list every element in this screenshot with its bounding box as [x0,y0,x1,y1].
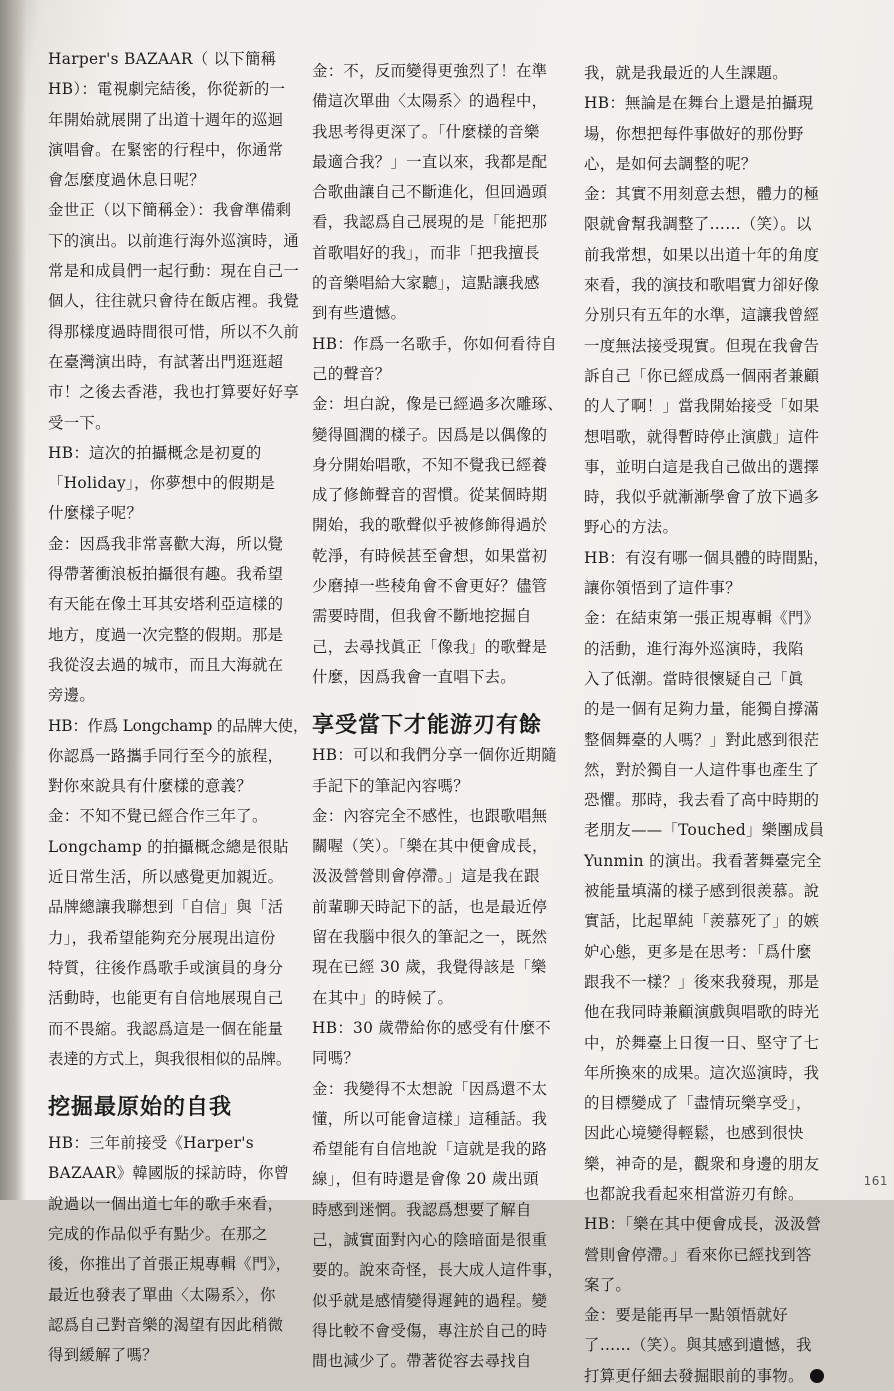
column-2 [312,56,564,1376]
text-line: 的目標變成了「盡情玩樂享受」， [584,1094,812,1113]
text-line: 常是和成員們一起行動：現在自己一 [48,262,300,281]
text-line: Longchamp 的拍攝概念總是很貼 [48,837,289,856]
text-line: 心，是如何去調整的呢？ [584,154,757,173]
text-line: 成了修飾聲音的習慣。從某個時期 [312,486,548,505]
text-line: 一度無法接受現實。但現在我會告 [584,336,820,355]
text-line: 年所換來的成果。這次巡演時，我 [584,1063,820,1082]
text-line: 案了。 [584,1275,632,1294]
text-line: 在其中」的時候了。 [312,988,454,1007]
text-line: 最近也發表了單曲〈太陽系〉，你 [48,1285,276,1304]
col3-question-1 [584,88,836,179]
text-line: 跟我不一樣？」後來我發現，那是 [584,972,820,991]
text-line: 營則會停滯。」看來你已經找到答 [584,1245,812,1264]
text-line: 受一下。 [48,413,111,432]
col3-answer-continued [584,58,836,88]
text-line: 什麼，因爲我會一直唱下去。 [312,667,516,686]
text-line: 什麼樣子呢？ [48,504,143,523]
text-line: 來看，我的演技和歌唱實力卻好像 [584,276,820,295]
col1-question-2 [48,438,280,529]
section-heading: 享受當下才能游刃有餘 [312,712,543,739]
text-line: HB）：電視劇完結後，你從新的一 [48,80,286,99]
text-line: 變得圓潤的樣子。因爲是以偶像的 [312,425,548,444]
col3-answer-3 [584,1300,836,1391]
text-line: 金：不知不覺已經合作三年了。 [48,807,268,826]
text-line: HB：30 歲帶給你的感受有什麼不 [312,1018,551,1037]
text-line: 金：因爲我非常喜歡大海，所以覺 [48,534,284,553]
text-line: 金：其實不用刻意去想，體力的極 [584,185,820,204]
text-line: 金：不，反而變得更強烈了！在準 [312,62,548,80]
text-line: 認爲自己對音樂的渴望有因此稍微 [48,1315,284,1334]
page-number: 161 [863,1174,888,1188]
text-line: 分別只有五年的水準，這讓我曾經 [584,306,820,325]
text-line-last [584,1361,836,1391]
text-line: 金世正（以下簡稱金）：我會準備剩 [48,201,292,220]
text-line: HB：有沒有哪一個具體的時間點， [584,548,830,567]
text-line: 會怎麼度過休息日呢？ [48,171,205,190]
text-line: 我從沒去過的城市，而且大海就在 [48,655,284,674]
text-line: 首歌唱好的我」，而非「把我擅長 [312,243,540,262]
text-line: 金：我變得不太想說「因爲還不太 [312,1079,548,1098]
text-line: 也都說我看起來相當游刃有餘。 [584,1184,804,1203]
text-line: 前我常想，如果以出道十年的角度 [584,245,820,264]
text-line: 的人了啊！」當我開始接受「如果 [584,397,820,416]
col1-question-4 [48,1128,292,1370]
text-line: 表達的方式上，與我很相似的品牌。 [48,1049,292,1068]
text-line: 汲汲營營則會停滯。」這是我在跟 [312,867,540,886]
text-line: 他在我同時兼顧演戲與唱歌的時光 [584,1003,820,1022]
text-line: 手記下的筆記內容嗎？ [312,776,469,795]
text-line: 完成的作品似乎有點少。在那之 [48,1224,268,1243]
col2-answer-2 [312,389,564,692]
text-line: 懂，所以可能會這樣」這種話。我 [312,1109,548,1128]
text-line: 地方，度過一次完整的假期。那是 [48,625,284,644]
text-line: 下的演出。以前進行海外巡演時，通 [48,231,300,250]
col1-answer-1 [48,195,300,437]
book-spine-shadow [0,0,26,1200]
text-line: 看，我認爲自己展現的是「能把那 [312,213,548,232]
col1-question-3 [48,711,309,802]
text-line: 關喔（笑）。「樂在其中便會成長， [312,837,548,856]
end-mark-icon [810,1369,824,1383]
text-line: 間也減少了。帶著從容去尋找自 [312,1352,532,1371]
text-line: HB：無論是在舞台上還是拍攝現 [584,94,814,113]
col3-question-2 [584,543,836,604]
text-line: 讓你領悟到了這件事？ [584,579,741,598]
column-1 [48,44,309,1370]
text-line: 金：要是能再早一點領悟就好 [584,1306,788,1325]
text-line: 的活動，進行海外巡演時，我陷 [584,639,804,658]
text-line: 恐懼。那時，我去看了高中時期的 [584,791,820,810]
text-line: 在臺灣演出時，有試著出門逛逛超 [48,352,284,371]
text-line: 要的。說來奇怪，長大成人這件事， [312,1261,564,1280]
text-line: 中，於舞臺上日復一日、堅守了七 [584,1033,820,1052]
text-line: 到有些遺憾。 [312,304,407,323]
text-line: 旁邊。 [48,686,96,705]
text-line: 限就會幫我調整了……（笑）。以 [584,215,812,234]
col3-question-3 [584,1209,836,1300]
text-line: BAZAAR》韓國版的採訪時，你曾 [48,1164,290,1183]
text-line: 你認爲一路攜手同行至今的旅程， [48,746,284,765]
text-line: 品牌總讓我聯想到「自信」與「活 [48,898,284,917]
text-line: HB：「樂在其中便會成長，汲汲營 [584,1215,822,1234]
text-line: 得那樣度過時間很可惜，所以不久前 [48,322,300,341]
column-3 [584,58,836,1391]
text-line: 最適合我？」一直以來，我都是配 [312,152,548,171]
text-line: 野心的方法。 [584,518,679,537]
text-line: 線」，但有時還是會像 20 歲出頭 [312,1170,539,1189]
text-line: 同嗎？ [312,1049,360,1068]
text-line: 合歌曲讓自己不斷進化，但回過頭 [312,183,548,202]
col1-answer-3 [48,801,292,1074]
text-line: 己，去尋找眞正「像我」的歌聲是 [312,637,548,656]
text-line: 的是一個有足夠力量，能獨自撐滿 [584,700,820,719]
text-line: 留在我腦中很久的筆記之一，既然 [312,928,548,947]
text-line: HB：作爲一名歌手，你如何看待自 [312,334,558,353]
col1-question-1 [48,44,286,195]
text-line: 似乎就是感情變得遲鈍的過程。變 [312,1291,548,1310]
text-line: 時，我似乎就漸漸學會了放下過多 [584,488,820,507]
col2-answer-4 [312,1074,564,1377]
text-line: 個人，往往就只會待在飯店裡。我覺 [48,292,300,311]
text-line: 然，對於獨自一人這件事也產生了 [584,760,820,779]
text-line: HB：作爲 Longchamp 的品牌大使， [48,716,309,735]
text-line: 希望能有自信地說「這就是我的路 [312,1140,548,1159]
text-line: 身分開始唱歌，不知不覺我已經養 [312,455,548,474]
text-line: 妒心態，更多是在思考：「爲什麼 [584,942,812,961]
col2-answer-1 [312,56,560,329]
text-line: 實話，比起單純「羨慕死了」的嫉 [584,912,820,931]
col2-answer-3 [312,801,560,1013]
text-line: 被能量填滿的樣子感到很羨慕。說 [584,882,820,901]
text-line: HB：可以和我們分享一個你近期隨 [312,746,558,765]
text-line: 老朋友——「Touched」樂團成員 [584,821,825,840]
text-line: 因此心境變得輕鬆，也感到很快 [584,1124,804,1143]
col3-answer-2 [584,603,836,1209]
col2-question-2 [312,740,560,801]
text-line: 力」，我希望能夠充分展現出這份 [48,928,276,947]
text-line: 的音樂唱給大家聽」，這點讓我感 [312,274,540,293]
text-line: 近日常生活，所以感覺更加親近。 [48,868,284,887]
text-line: 我，就是我最近的人生課題。 [584,64,788,82]
text-line: Harper's BAZAAR（ 以下簡稱 [48,50,277,68]
text-line: 活動時，也能更有自信地展現自己 [48,989,284,1008]
text-line: 場，你想把每件事做好的那份野 [584,124,804,143]
text-line: 得到緩解了嗎？ [48,1346,158,1365]
text-line: 了……（笑）。與其感到遺憾，我 [584,1336,812,1355]
text-line: 現在已經 30 歲，我覺得該是「樂 [312,958,547,977]
text-line: HB：三年前接受《Harper's [48,1134,254,1153]
col1-answer-2 [48,529,284,711]
text-line: 整個舞臺的人嗎？」對此感到很茫 [584,730,820,749]
text-line: 特質，往後作爲歌手或演員的身分 [48,958,284,977]
text-line: 訴自己「你已經成爲一個兩者兼顧 [584,366,820,385]
text-line: 金：在結束第一張正規專輯《門》 [584,609,820,628]
text-line: 開始，我的歌聲似乎被修飾得過於 [312,516,548,535]
text-line: 我思考得更深了。「什麼樣的音樂 [312,122,540,141]
text-line: 金：坦白說，像是已經過多次雕琢、 [312,395,564,414]
text-line: 說過以一個出道七年的歌手來看， [48,1194,284,1213]
text-line: 而不畏縮。我認爲這是一個在能量 [48,1019,284,1038]
text-line: 得帶著衝浪板拍攝很有趣。我希望 [48,565,284,584]
text-line: 「Holiday」，你夢想中的假期是 [48,474,276,493]
text-line: 對你來說具有什麼樣的意義？ [48,777,252,796]
col2-question-1 [312,329,560,390]
text-line: 市！之後去香港，我也打算要好好享 [48,383,300,402]
text-line: 得比較不會受傷，專注於自己的時 [312,1321,548,1340]
text-line: 樂，神奇的是，觀衆和身邊的朋友 [584,1154,820,1173]
text-line: 打算更仔細去發掘眼前的事物。 [584,1366,804,1385]
text-line: 乾淨，有時候甚至會想，如果當初 [312,546,548,565]
text-line: 少磨掉一些稜角會不會更好？儘管 [312,577,548,596]
text-line: 有天能在像土耳其安塔利亞這樣的 [48,595,284,614]
text-line: 年開始就展開了出道十週年的巡迴 [48,110,284,129]
text-line: 金：內容完全不感性，也跟歌唱無 [312,806,548,825]
text-line: 事，並明白這是我自己做出的選擇 [584,457,820,476]
text-line: 後，你推出了首張正規專輯《門》， [48,1255,292,1274]
text-line: Yunmin 的演出。我看著舞臺完全 [584,851,822,870]
col2-question-3 [312,1013,560,1074]
text-line: 時感到迷惘。我認爲想要了解自 [312,1200,532,1219]
col3-answer-1 [584,179,836,543]
text-line: 入了低潮。當時很懷疑自己「眞 [584,669,804,688]
text-line: 己的聲音？ [312,364,391,383]
text-line: 己，誠實面對內心的陰暗面是很重 [312,1230,548,1249]
text-line: 前輩聊天時記下的話，也是最近停 [312,897,548,916]
text-line: 想唱歌，就得暫時停止演戲」這件 [584,427,820,446]
section-heading: 挖掘最原始的自我 [48,1094,233,1121]
text-line: HB：這次的拍攝概念是初夏的 [48,443,262,462]
text-line: 需要時間，但我會不斷地挖掘自 [312,607,532,626]
text-line: 備這次單曲〈太陽系〉的過程中， [312,92,548,111]
text-line: 演唱會。在緊密的行程中，你通常 [48,140,284,159]
